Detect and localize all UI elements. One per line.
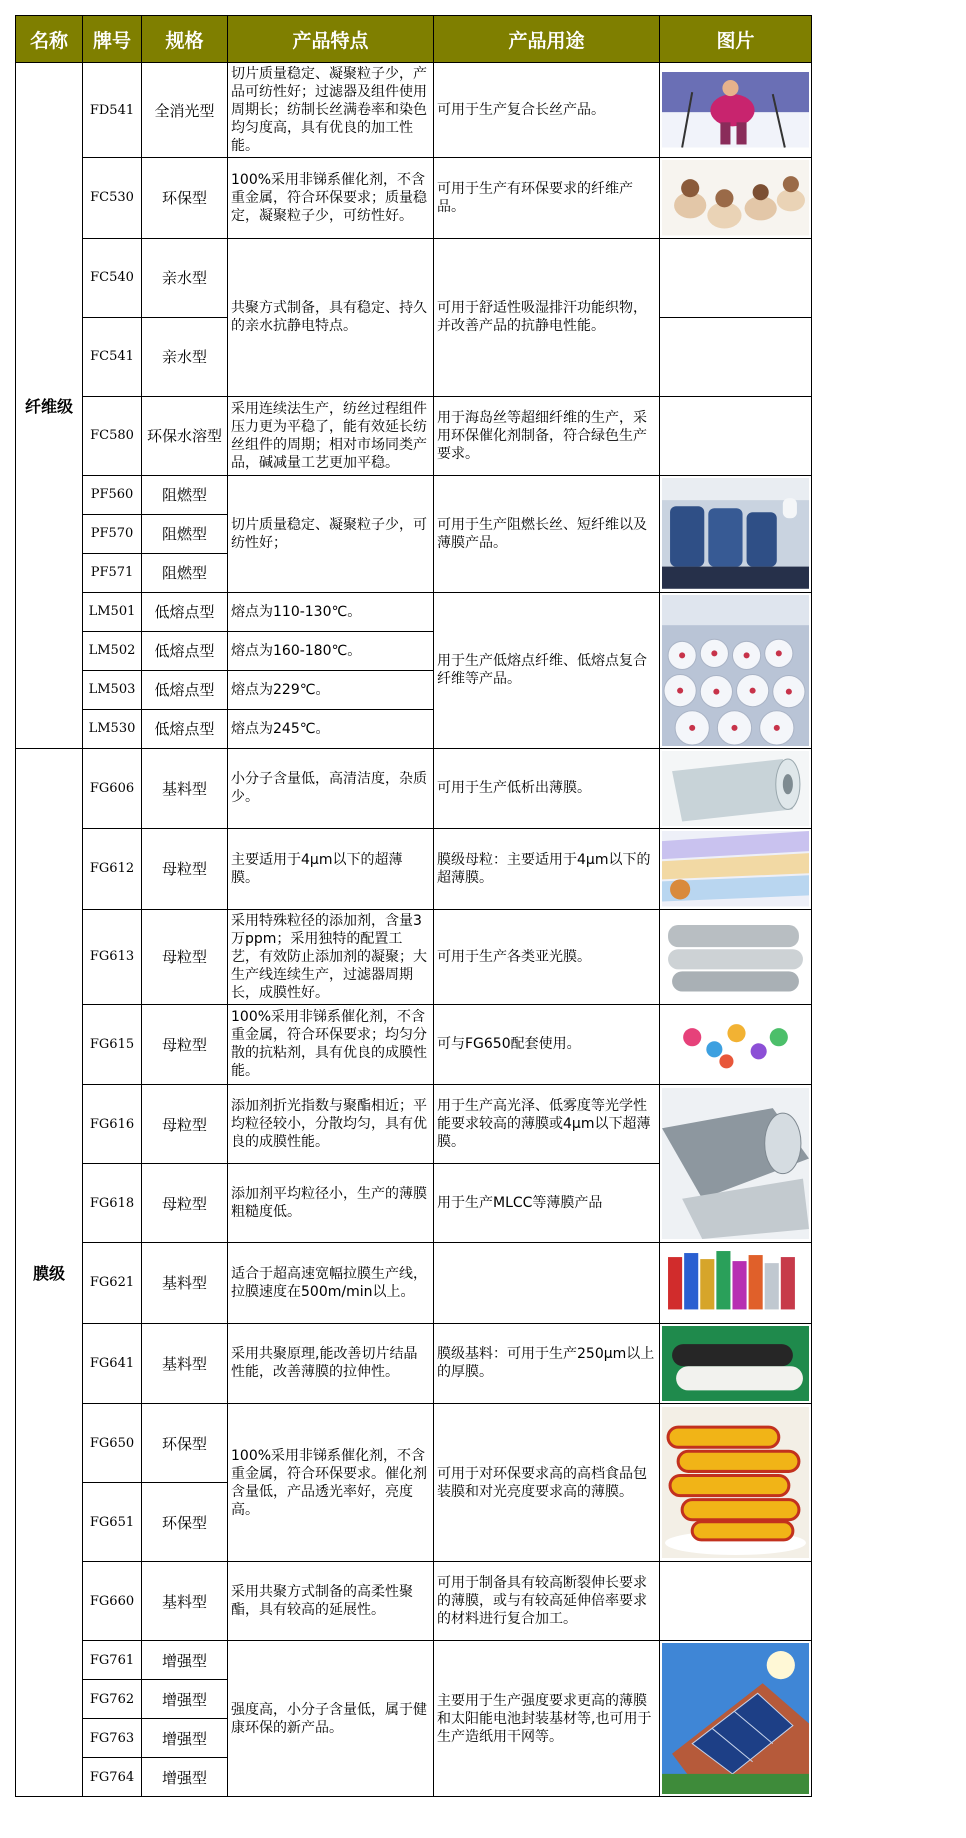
table-row [16, 1243, 812, 1324]
usage-cell [434, 1243, 660, 1324]
table-header-row [16, 16, 812, 63]
code-cell: FG650 [83, 1404, 142, 1483]
header-features: 产品特点 [228, 16, 434, 63]
product-table [15, 15, 812, 1797]
code-cell: FG618 [83, 1164, 142, 1243]
features-cell: 熔点为110-130℃。 [228, 592, 434, 631]
thick-film-image [660, 1323, 812, 1404]
spec-cell: 低熔点型 [142, 631, 228, 670]
features-cell: 采用共聚方式制备的高柔性聚酯，具有较高的延展性。 [228, 1562, 434, 1641]
usage-cell: 用于海岛丝等超细纤维的生产，采用环保催化剂制备，符合绿色生产要求。 [434, 396, 660, 475]
candy-image [660, 1004, 812, 1085]
spec-cell: 母粒型 [142, 1085, 228, 1164]
film-roll-image [660, 748, 812, 829]
table-row [16, 1004, 812, 1085]
code-cell: FG616 [83, 1085, 142, 1164]
code-cell: FG761 [83, 1641, 142, 1680]
spec-cell: 低熔点型 [142, 592, 228, 631]
code-cell: FG613 [83, 909, 142, 1004]
features-cell: 熔点为160-180℃。 [228, 631, 434, 670]
features-cell: 添加剂平均粒径小，生产的薄膜粗糙度低。 [228, 1164, 434, 1243]
code-cell: FG615 [83, 1004, 142, 1085]
header-spec: 规格 [142, 16, 228, 63]
empty-image-cell [660, 317, 812, 396]
code-cell: FG612 [83, 829, 142, 910]
optical-film-image [660, 1085, 812, 1243]
spec-cell: 环保水溶型 [142, 396, 228, 475]
code-cell: LM503 [83, 670, 142, 709]
code-cell: FG762 [83, 1680, 142, 1719]
code-cell: FG764 [83, 1758, 142, 1797]
metallic-rolls-image [660, 1243, 812, 1324]
table-row [16, 238, 812, 317]
usage-cell: 可用于生产各类亚光膜。 [434, 909, 660, 1004]
features-cell: 小分子含量低，高清洁度，杂质少。 [228, 748, 434, 829]
code-cell: PF571 [83, 553, 142, 592]
spec-cell: 亲水型 [142, 238, 228, 317]
matte-film-image [660, 909, 812, 1004]
table-row [16, 1404, 812, 1483]
code-cell: FC541 [83, 317, 142, 396]
usage-cell: 可用于生产低析出薄膜。 [434, 748, 660, 829]
code-cell: FG660 [83, 1562, 142, 1641]
colored-film-image [660, 829, 812, 910]
table-row [16, 396, 812, 475]
empty-image-cell [660, 396, 812, 475]
header-usage: 产品用途 [434, 16, 660, 63]
spec-cell: 增强型 [142, 1680, 228, 1719]
table-row [16, 1323, 812, 1404]
babies-image [660, 158, 812, 239]
sausages-image [660, 1404, 812, 1562]
usage-cell: 膜级基料：可用于生产250μm以上的厚膜。 [434, 1323, 660, 1404]
features-cell: 100%采用非锑系催化剂，不含重金属，符合环保要求；质量稳定，凝聚粒子少，可纺性好。 [228, 158, 434, 239]
code-cell: PF570 [83, 514, 142, 553]
usage-cell: 用于生产高光泽、低雾度等光学性能要求较高的薄膜或4μm以下超薄膜。 [434, 1085, 660, 1164]
solar-panel-image [660, 1641, 812, 1797]
spec-cell: 全消光型 [142, 63, 228, 158]
usage-cell: 可用于生产有环保要求的纤维产品。 [434, 158, 660, 239]
table-row [16, 909, 812, 1004]
skier-image [660, 63, 812, 158]
code-cell: FC540 [83, 238, 142, 317]
spec-cell: 增强型 [142, 1719, 228, 1758]
group-film: 膜级 [16, 748, 83, 1797]
spec-cell: 母粒型 [142, 829, 228, 910]
features-cell: 共聚方式制备，具有稳定、持久的亲水抗静电特点。 [228, 238, 434, 396]
features-cell: 采用共聚原理,能改善切片结晶性能，改善薄膜的拉伸性。 [228, 1323, 434, 1404]
features-cell: 切片质量稳定、凝聚粒子少，产品可纺性好；过滤器及组件使用周期长；纺制长丝满卷率和染色均匀度高，具有优良的加工性能。 [228, 63, 434, 158]
spec-cell: 基料型 [142, 1323, 228, 1404]
features-cell: 采用连续法生产，纺丝过程组件压力更为平稳了，能有效延长纺丝组件的周期；相对市场同类产品，碱减量工艺更加平稳。 [228, 396, 434, 475]
header-image: 图片 [660, 16, 812, 63]
table-row [16, 475, 812, 514]
code-cell: FG641 [83, 1323, 142, 1404]
features-cell: 切片质量稳定、凝聚粒子少，可纺性好； [228, 475, 434, 592]
spec-cell: 低熔点型 [142, 670, 228, 709]
spec-cell: 基料型 [142, 748, 228, 829]
empty-image-cell [660, 238, 812, 317]
spec-cell: 母粒型 [142, 909, 228, 1004]
features-cell: 采用特殊粒径的添加剂，含量3万ppm；采用独特的配置工艺，有效防止添加剂的凝聚；大生产线连续生产，过滤器周期长，成膜性好。 [228, 909, 434, 1004]
features-cell: 添加剂折光指数与聚酯相近；平均粒径较小，分散均匀，具有优良的成膜性能。 [228, 1085, 434, 1164]
code-cell: FC580 [83, 396, 142, 475]
usage-cell: 可用于对环保要求高的高档食品包装膜和对光亮度要求高的薄膜。 [434, 1404, 660, 1562]
airplane-seats-image [660, 475, 812, 592]
table-row [16, 829, 812, 910]
usage-cell: 可用于生产阻燃长丝、短纤维以及薄膜产品。 [434, 475, 660, 592]
code-cell: FD541 [83, 63, 142, 158]
empty-image-cell [660, 1562, 812, 1641]
code-cell: LM530 [83, 709, 142, 748]
spec-cell: 基料型 [142, 1562, 228, 1641]
spec-cell: 母粒型 [142, 1164, 228, 1243]
table-row [16, 1562, 812, 1641]
header-code: 牌号 [83, 16, 142, 63]
yarn-spools-image [660, 592, 812, 748]
table-row [16, 1641, 812, 1680]
table-row [16, 592, 812, 631]
code-cell: FC530 [83, 158, 142, 239]
usage-cell: 主要用于生产强度要求更高的薄膜和太阳能电池封装基材等,也可用于生产造纸用干网等。 [434, 1641, 660, 1797]
spec-cell: 增强型 [142, 1641, 228, 1680]
features-cell: 熔点为229℃。 [228, 670, 434, 709]
spec-cell: 环保型 [142, 158, 228, 239]
spec-cell: 阻燃型 [142, 514, 228, 553]
spec-cell: 增强型 [142, 1758, 228, 1797]
features-cell: 适合于超高速宽幅拉膜生产线，拉膜速度在500m/min以上。 [228, 1243, 434, 1324]
table-row [16, 1085, 812, 1164]
features-cell: 强度高，小分子含量低，属于健康环保的新产品。 [228, 1641, 434, 1797]
features-cell: 100%采用非锑系催化剂，不含重金属，符合环保要求。催化剂含量低，产品透光率好，亮度高。 [228, 1404, 434, 1562]
code-cell: PF560 [83, 475, 142, 514]
table-row [16, 748, 812, 829]
table-row [16, 63, 812, 158]
usage-cell: 用于生产低熔点纤维、低熔点复合纤维等产品。 [434, 592, 660, 748]
spec-cell: 阻燃型 [142, 553, 228, 592]
code-cell: LM501 [83, 592, 142, 631]
usage-cell: 用于生产MLCC等薄膜产品 [434, 1164, 660, 1243]
features-cell: 主要适用于4μm以下的超薄膜。 [228, 829, 434, 910]
table-row [16, 158, 812, 239]
group-fiber: 纤维级 [16, 63, 83, 749]
usage-cell: 可用于制备具有较高断裂伸长要求的薄膜，或与有较高延伸倍率要求的材料进行复合加工。 [434, 1562, 660, 1641]
header-name: 名称 [16, 16, 83, 63]
code-cell: FG606 [83, 748, 142, 829]
features-cell: 100%采用非锑系催化剂，不含重金属，符合环保要求；均匀分散的抗粘剂，具有优良的成膜性能。 [228, 1004, 434, 1085]
spec-cell: 环保型 [142, 1483, 228, 1562]
code-cell: FG763 [83, 1719, 142, 1758]
features-cell: 熔点为245℃。 [228, 709, 434, 748]
spec-cell: 阻燃型 [142, 475, 228, 514]
usage-cell: 可用于生产复合长丝产品。 [434, 63, 660, 158]
code-cell: FG621 [83, 1243, 142, 1324]
spec-cell: 亲水型 [142, 317, 228, 396]
usage-cell: 可与FG650配套使用。 [434, 1004, 660, 1085]
usage-cell: 膜级母粒：主要适用于4μm以下的超薄膜。 [434, 829, 660, 910]
spec-cell: 基料型 [142, 1243, 228, 1324]
spec-cell: 母粒型 [142, 1004, 228, 1085]
code-cell: LM502 [83, 631, 142, 670]
spec-cell: 环保型 [142, 1404, 228, 1483]
code-cell: FG651 [83, 1483, 142, 1562]
usage-cell: 可用于舒适性吸湿排汗功能织物，并改善产品的抗静电性能。 [434, 238, 660, 396]
spec-cell: 低熔点型 [142, 709, 228, 748]
